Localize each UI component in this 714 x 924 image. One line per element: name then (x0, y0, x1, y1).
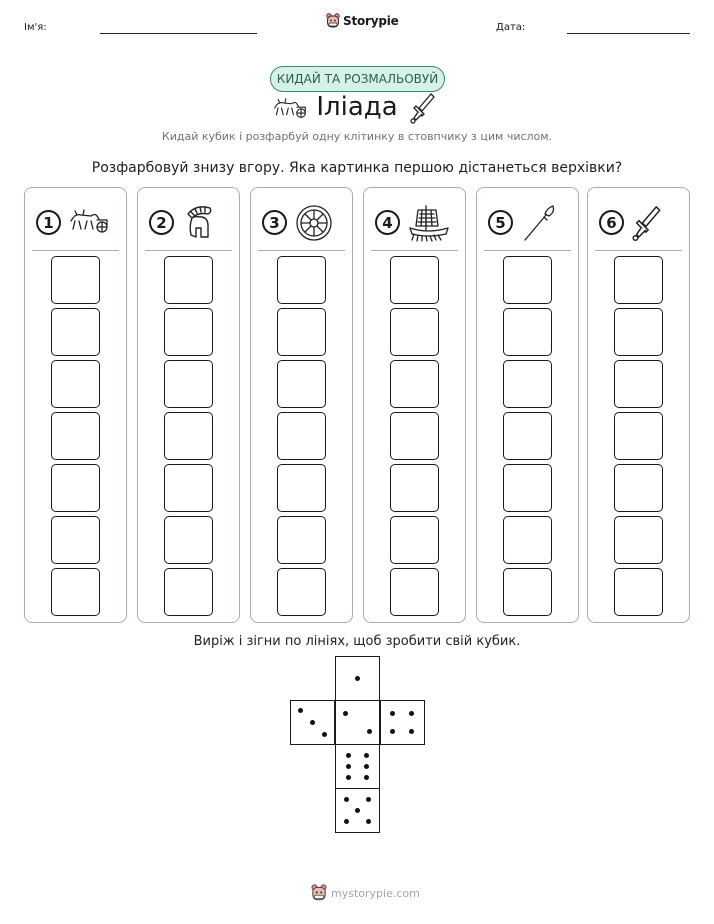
color-cell[interactable] (51, 568, 100, 616)
helmet-icon (182, 204, 218, 240)
pip (390, 711, 395, 716)
number-badge: 5 (488, 210, 513, 235)
color-cell[interactable] (51, 308, 100, 356)
column-1 (24, 187, 127, 623)
color-cell[interactable] (51, 412, 100, 460)
color-cell[interactable] (614, 464, 663, 512)
color-cell[interactable] (503, 464, 552, 512)
color-cell[interactable] (277, 256, 326, 304)
name-line[interactable] (100, 33, 257, 34)
color-cell[interactable] (503, 256, 552, 304)
column-3 (250, 187, 353, 623)
pip (322, 732, 327, 737)
number-badge: 2 (149, 210, 174, 235)
name-label: Ім'я: (24, 22, 47, 33)
number-badge: 6 (599, 210, 624, 235)
pip (409, 729, 414, 734)
color-cell[interactable] (277, 412, 326, 460)
color-cell[interactable] (503, 568, 552, 616)
pip (298, 708, 303, 713)
color-cell[interactable] (390, 256, 439, 304)
die-face-5 (335, 788, 380, 833)
color-cell[interactable] (164, 412, 213, 460)
color-cell[interactable] (614, 256, 663, 304)
color-cell[interactable] (503, 308, 552, 356)
color-cell[interactable] (277, 568, 326, 616)
color-cell[interactable] (503, 412, 552, 460)
column-header (488, 204, 570, 240)
column-divider (145, 250, 232, 251)
pip (355, 808, 360, 813)
pip (364, 753, 369, 758)
number-badge: 4 (375, 210, 400, 235)
pip (366, 797, 371, 802)
color-cell[interactable] (277, 464, 326, 512)
ship-icon (408, 204, 452, 242)
color-cell[interactable] (164, 464, 213, 512)
pip (367, 729, 372, 734)
color-cell[interactable] (51, 256, 100, 304)
column-header (36, 204, 118, 240)
color-cell[interactable] (164, 568, 213, 616)
storypie-logo-icon (311, 884, 327, 902)
column-header (375, 204, 457, 240)
sword-icon (410, 92, 436, 124)
color-cell[interactable] (390, 412, 439, 460)
die-face-4 (380, 700, 425, 745)
color-cell[interactable] (164, 516, 213, 564)
color-cell[interactable] (390, 516, 439, 564)
die-face-6 (335, 744, 380, 789)
color-cell[interactable] (390, 464, 439, 512)
page-title: Іліада (316, 92, 398, 122)
die-face-2 (335, 700, 380, 745)
brand-name: Storypie (343, 14, 399, 28)
color-cell[interactable] (614, 360, 663, 408)
color-cell[interactable] (164, 360, 213, 408)
column-2 (137, 187, 240, 623)
color-cell[interactable] (614, 308, 663, 356)
column-divider (371, 250, 458, 251)
color-cell[interactable] (51, 516, 100, 564)
column-header (262, 204, 344, 240)
spear-icon (521, 204, 557, 242)
pip (364, 764, 369, 769)
shield-icon (295, 204, 333, 242)
pip (346, 753, 351, 758)
subtitle: Кидай кубик і розфарбуй одну клітинку в стовпчику з цим числом. (161, 130, 553, 143)
color-cell[interactable] (164, 308, 213, 356)
color-cell[interactable] (503, 516, 552, 564)
sword-icon (632, 204, 662, 242)
pip (343, 711, 348, 716)
footer-url[interactable]: mystorypie.com (331, 886, 420, 900)
color-cell[interactable] (390, 360, 439, 408)
footer (311, 884, 420, 902)
column-4 (363, 187, 466, 623)
pip (310, 720, 315, 725)
pip (346, 775, 351, 780)
pip (355, 676, 360, 681)
brand-logo (326, 13, 399, 29)
storypie-logo-icon (326, 13, 340, 29)
race-columns (24, 187, 690, 623)
column-5 (476, 187, 579, 623)
color-cell[interactable] (51, 464, 100, 512)
number-badge: 1 (36, 210, 61, 235)
color-cell[interactable] (390, 568, 439, 616)
column-header (149, 204, 231, 240)
column-header (599, 204, 681, 240)
color-cell[interactable] (164, 256, 213, 304)
color-cell[interactable] (277, 308, 326, 356)
cut-instruction: Виріж і зігни по лініях, щоб зробити свій кубик. (193, 634, 521, 649)
column-divider (258, 250, 345, 251)
chariot-icon (69, 204, 109, 238)
color-cell[interactable] (614, 412, 663, 460)
instruction: Розфарбовуй знизу вгору. Яка картинка першою дістанеться верхівки? (91, 160, 623, 176)
color-cell[interactable] (277, 516, 326, 564)
number-badge: 3 (262, 210, 287, 235)
column-divider (32, 250, 119, 251)
pip (409, 711, 414, 716)
date-label: Дата: (496, 22, 526, 33)
date-line[interactable] (567, 33, 690, 34)
color-cell[interactable] (614, 568, 663, 616)
pip (346, 764, 351, 769)
pip (344, 797, 349, 802)
activity-tag: КИДАЙ ТА РОЗМАЛЬОВУЙ (270, 66, 445, 92)
color-cell[interactable] (277, 360, 326, 408)
column-divider (595, 250, 682, 251)
title-row (0, 92, 714, 128)
color-cell[interactable] (614, 516, 663, 564)
color-cell[interactable] (51, 360, 100, 408)
color-cell[interactable] (390, 308, 439, 356)
die-net (290, 656, 426, 836)
column-6 (587, 187, 690, 623)
column-divider (484, 250, 571, 251)
die-face-1 (335, 656, 380, 701)
die-face-3 (290, 700, 335, 745)
pip (390, 729, 395, 734)
pip (344, 819, 349, 824)
color-cell[interactable] (503, 360, 552, 408)
pip (364, 775, 369, 780)
pip (366, 819, 371, 824)
